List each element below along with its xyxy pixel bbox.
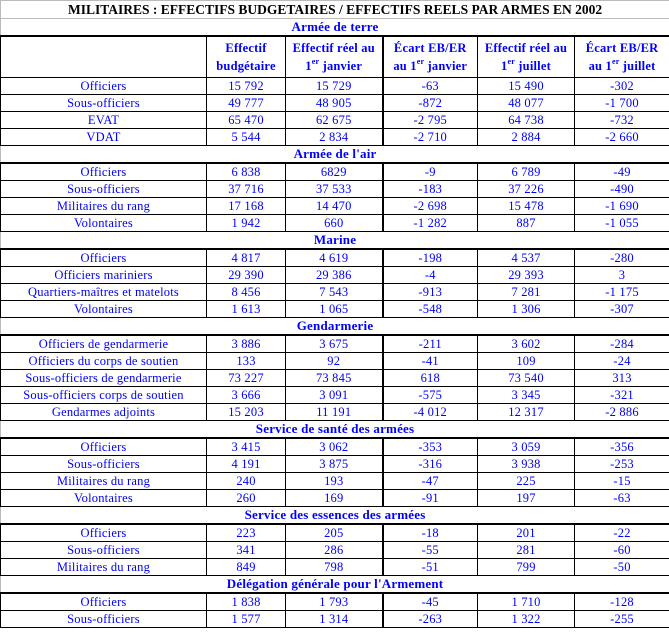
cell-value: -307 (575, 301, 669, 318)
cell-value: 15 203 (207, 404, 286, 421)
cell-value: -41 (383, 353, 478, 370)
cell-value: 3 415 (207, 438, 286, 456)
section-header-row (1, 318, 669, 336)
table-row (1, 542, 669, 559)
cell-value: 660 (286, 215, 383, 232)
section-title: Marine (1, 232, 669, 250)
cell-value: 62 675 (286, 112, 383, 129)
cell-value: 29 393 (478, 267, 575, 284)
column-header-row (1, 36, 669, 78)
header-sup: er (507, 57, 515, 66)
row-label: Sous-officiers (1, 95, 207, 112)
cell-value: 73 540 (478, 370, 575, 387)
cell-value: 3 875 (286, 456, 383, 473)
section-header-row (1, 19, 669, 37)
header-line2-suffix: juillet (619, 59, 656, 73)
cell-value: -321 (575, 387, 669, 404)
row-label: Officiers (1, 438, 207, 456)
row-label: Officiers mariniers (1, 267, 207, 284)
cell-value: -872 (383, 95, 478, 112)
cell-value: 3 666 (207, 387, 286, 404)
row-label: Sous-officiers (1, 542, 207, 559)
cell-value: 1 065 (286, 301, 383, 318)
cell-value: 37 533 (286, 181, 383, 198)
cell-value: -490 (575, 181, 669, 198)
table-row (1, 112, 669, 129)
column-header (575, 36, 669, 78)
header-line1: Effectif (225, 41, 267, 55)
row-label: Sous-officiers de gendarmerie (1, 370, 207, 387)
cell-value: -51 (383, 559, 478, 576)
title-row (1, 1, 669, 19)
header-line2: budgétaire (216, 59, 276, 73)
cell-value: -2 886 (575, 404, 669, 421)
cell-value: -284 (575, 335, 669, 353)
section-title: Délégation générale pour l'Armement (1, 576, 669, 594)
cell-value: -63 (575, 490, 669, 507)
table-row (1, 456, 669, 473)
row-label: Volontaires (1, 301, 207, 318)
cell-value: 849 (207, 559, 286, 576)
table-row (1, 559, 669, 576)
section-title: Armée de terre (1, 19, 669, 37)
cell-value: 73 227 (207, 370, 286, 387)
cell-value: 2 834 (286, 129, 383, 146)
cell-value: -548 (383, 301, 478, 318)
table-row (1, 78, 669, 95)
cell-value: -1 700 (575, 95, 669, 112)
cell-value: 1 793 (286, 593, 383, 611)
cell-value: -2 698 (383, 198, 478, 215)
cell-value: -2 795 (383, 112, 478, 129)
row-label: Gendarmes adjoints (1, 404, 207, 421)
cell-value: -63 (383, 78, 478, 95)
table-title: MILITAIRES : EFFECTIFS BUDGETAIRES / EFFECTIFS REELS PAR ARMES EN 2002 (1, 1, 669, 19)
section-title: Armée de l'air (1, 146, 669, 164)
section-title: Service des essences des armées (1, 507, 669, 525)
header-line2-suffix: janvier (424, 59, 468, 73)
row-label: Officiers de gendarmerie (1, 335, 207, 353)
cell-value: 37 716 (207, 181, 286, 198)
cell-value: 193 (286, 473, 383, 490)
row-label: Officiers du corps de soutien (1, 353, 207, 370)
cell-value: -4 (383, 267, 478, 284)
cell-value: -575 (383, 387, 478, 404)
cell-value: -1 175 (575, 284, 669, 301)
table-row (1, 249, 669, 267)
header-line2: 1 (501, 59, 508, 73)
table-row (1, 129, 669, 146)
cell-value: -353 (383, 438, 478, 456)
cell-value: 1 322 (478, 611, 575, 628)
header-line1: Écart EB/ER (585, 41, 659, 55)
cell-value: -4 012 (383, 404, 478, 421)
table-row (1, 181, 669, 198)
cell-value: 2 884 (478, 129, 575, 146)
cell-value: -263 (383, 611, 478, 628)
cell-value: 17 168 (207, 198, 286, 215)
header-sup: er (611, 57, 620, 66)
header-line2: au 1 (588, 59, 612, 73)
cell-value: 48 905 (286, 95, 383, 112)
cell-value: 37 226 (478, 181, 575, 198)
row-label: Officiers (1, 163, 207, 181)
header-line1: Écart EB/ER (393, 41, 467, 55)
cell-value: -316 (383, 456, 478, 473)
cell-value: -24 (575, 353, 669, 370)
table-row (1, 215, 669, 232)
row-label: VDAT (1, 129, 207, 146)
table-row (1, 524, 669, 542)
cell-value: -913 (383, 284, 478, 301)
cell-value: 3 059 (478, 438, 575, 456)
cell-value: -1 055 (575, 215, 669, 232)
cell-value: 4 191 (207, 456, 286, 473)
column-header (286, 36, 383, 78)
cell-value: 341 (207, 542, 286, 559)
cell-value: -60 (575, 542, 669, 559)
cell-value: 169 (286, 490, 383, 507)
cell-value: -302 (575, 78, 669, 95)
cell-value: -1 690 (575, 198, 669, 215)
cell-value: 223 (207, 524, 286, 542)
table-row (1, 611, 669, 628)
section-title: Service de santé des armées (1, 421, 669, 439)
section-title: Gendarmerie (1, 318, 669, 336)
cell-value: -198 (383, 249, 478, 267)
cell-value: 5 544 (207, 129, 286, 146)
row-label: Militaires du rang (1, 198, 207, 215)
cell-value: -211 (383, 335, 478, 353)
section-header-row (1, 576, 669, 594)
cell-value: 48 077 (478, 95, 575, 112)
cell-value: 1 838 (207, 593, 286, 611)
section-header-row (1, 421, 669, 439)
cell-value: -280 (575, 249, 669, 267)
table-row (1, 301, 669, 318)
table-row (1, 95, 669, 112)
cell-value: 3 062 (286, 438, 383, 456)
header-line2-suffix: janvier (319, 59, 363, 73)
section-header-row (1, 507, 669, 525)
cell-value: 286 (286, 542, 383, 559)
cell-value: 15 490 (478, 78, 575, 95)
cell-value: -55 (383, 542, 478, 559)
cell-value: 201 (478, 524, 575, 542)
row-label: Militaires du rang (1, 559, 207, 576)
cell-value: 49 777 (207, 95, 286, 112)
cell-value: 240 (207, 473, 286, 490)
cell-value: 3 938 (478, 456, 575, 473)
header-line2: 1 (305, 59, 312, 73)
cell-value: -128 (575, 593, 669, 611)
cell-value: 15 729 (286, 78, 383, 95)
cell-value: 618 (383, 370, 478, 387)
cell-value: 3 (575, 267, 669, 284)
table-row (1, 370, 669, 387)
cell-value: -732 (575, 112, 669, 129)
cell-value: 6829 (286, 163, 383, 181)
cell-value: 4 817 (207, 249, 286, 267)
cell-value: -255 (575, 611, 669, 628)
cell-value: 3 675 (286, 335, 383, 353)
cell-value: -2 660 (575, 129, 669, 146)
cell-value: 3 091 (286, 387, 383, 404)
cell-value: -18 (383, 524, 478, 542)
header-line1: Effectif réel au (292, 41, 375, 55)
table-row (1, 284, 669, 301)
table-row (1, 267, 669, 284)
table-row (1, 473, 669, 490)
row-label: Sous-officiers (1, 611, 207, 628)
table-row (1, 198, 669, 215)
cell-value: 15 792 (207, 78, 286, 95)
column-header (478, 36, 575, 78)
cell-value: 12 317 (478, 404, 575, 421)
cell-value: -47 (383, 473, 478, 490)
cell-value: 6 789 (478, 163, 575, 181)
row-label: Volontaires (1, 215, 207, 232)
cell-value: 7 281 (478, 284, 575, 301)
section-header-row (1, 146, 669, 164)
cell-value: 7 543 (286, 284, 383, 301)
row-label: Officiers (1, 78, 207, 95)
cell-value: 887 (478, 215, 575, 232)
table-row (1, 335, 669, 353)
cell-value: 197 (478, 490, 575, 507)
cell-value: 15 478 (478, 198, 575, 215)
table-row (1, 387, 669, 404)
row-label: Officiers (1, 249, 207, 267)
cell-value: -2 710 (383, 129, 478, 146)
row-label: Sous-officiers (1, 181, 207, 198)
header-sup: er (416, 57, 425, 66)
cell-value: -45 (383, 593, 478, 611)
row-label: EVAT (1, 112, 207, 129)
cell-value: 92 (286, 353, 383, 370)
cell-value: 65 470 (207, 112, 286, 129)
header-line2-suffix: juillet (514, 59, 551, 73)
cell-value: 798 (286, 559, 383, 576)
cell-value: 3 886 (207, 335, 286, 353)
cell-value: 260 (207, 490, 286, 507)
cell-value: 1 314 (286, 611, 383, 628)
cell-value: 1 306 (478, 301, 575, 318)
row-label: Quartiers-maîtres et matelots (1, 284, 207, 301)
table-row (1, 490, 669, 507)
cell-value: 6 838 (207, 163, 286, 181)
column-header (207, 36, 286, 78)
cell-value: 29 390 (207, 267, 286, 284)
cell-value: 225 (478, 473, 575, 490)
cell-value: 29 386 (286, 267, 383, 284)
section-header-row (1, 232, 669, 250)
cell-value: -15 (575, 473, 669, 490)
cell-value: 4 619 (286, 249, 383, 267)
table-row (1, 163, 669, 181)
cell-value: -91 (383, 490, 478, 507)
cell-value: -1 282 (383, 215, 478, 232)
cell-value: 1 710 (478, 593, 575, 611)
row-label: Officiers (1, 524, 207, 542)
cell-value: 133 (207, 353, 286, 370)
cell-value: 1 577 (207, 611, 286, 628)
row-label: Militaires du rang (1, 473, 207, 490)
header-line1: Effectif réel au (484, 41, 568, 55)
row-label: Officiers (1, 593, 207, 611)
cell-value: 3 345 (478, 387, 575, 404)
row-label: Sous-officiers (1, 456, 207, 473)
cell-value: 205 (286, 524, 383, 542)
table-row (1, 404, 669, 421)
cell-value: -9 (383, 163, 478, 181)
cell-value: -253 (575, 456, 669, 473)
header-sup: er (311, 57, 320, 66)
table-body (1, 1, 669, 628)
cell-value: -22 (575, 524, 669, 542)
row-label: Volontaires (1, 490, 207, 507)
cell-value: 64 738 (478, 112, 575, 129)
header-empty (1, 36, 207, 78)
table-row (1, 353, 669, 370)
cell-value: 313 (575, 370, 669, 387)
column-header (383, 36, 478, 78)
cell-value: 4 537 (478, 249, 575, 267)
cell-value: 109 (478, 353, 575, 370)
cell-value: 8 456 (207, 284, 286, 301)
cell-value: -49 (575, 163, 669, 181)
table-row (1, 438, 669, 456)
header-line2: au 1 (393, 59, 417, 73)
row-label: Sous-officiers corps de soutien (1, 387, 207, 404)
cell-value: -356 (575, 438, 669, 456)
table-row (1, 593, 669, 611)
cell-value: 3 602 (478, 335, 575, 353)
cell-value: 11 191 (286, 404, 383, 421)
cell-value: 14 470 (286, 198, 383, 215)
cell-value: -183 (383, 181, 478, 198)
cell-value: 73 845 (286, 370, 383, 387)
cell-value: -50 (575, 559, 669, 576)
cell-value: 1 942 (207, 215, 286, 232)
cell-value: 1 613 (207, 301, 286, 318)
cell-value: 799 (478, 559, 575, 576)
cell-value: 281 (478, 542, 575, 559)
